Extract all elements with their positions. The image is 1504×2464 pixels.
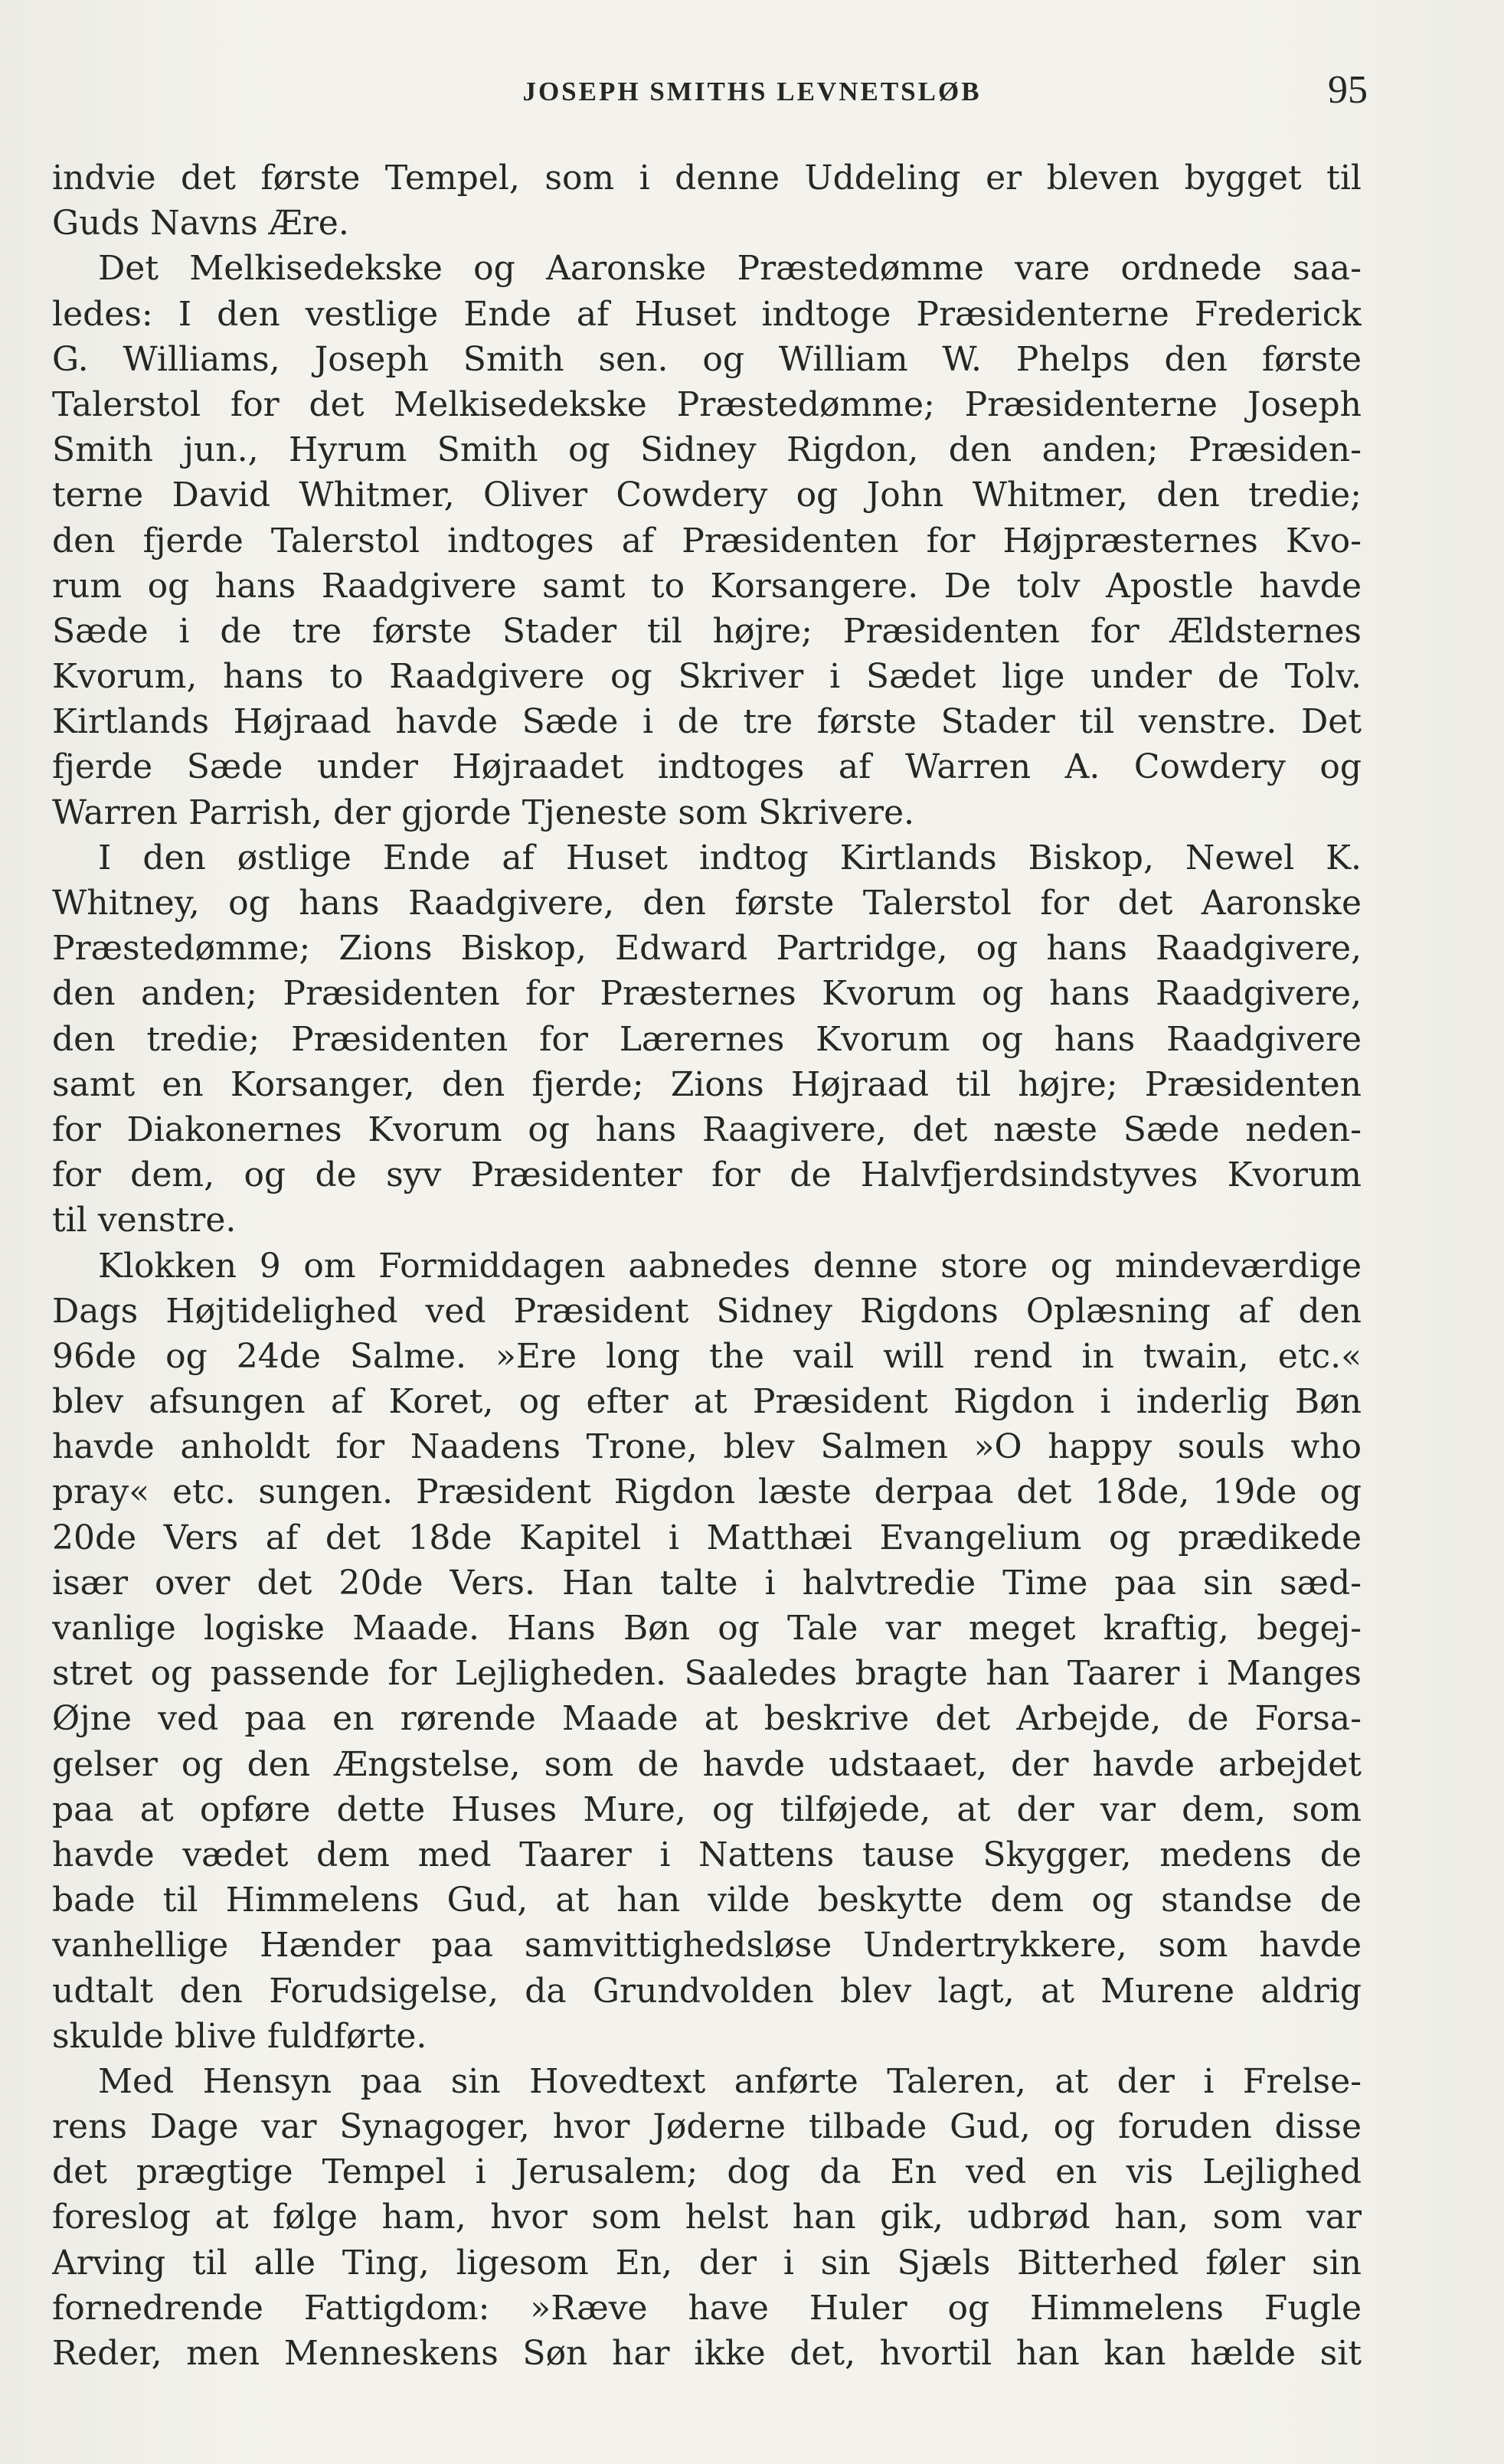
text-line: den tredie; Præsidenten for Lærernes Kvorum og hans Raadgivere bbox=[52, 1019, 1362, 1059]
text-line: foreslog at følge ham, hvor som helst han gik, udbrød han, som var bbox=[52, 2198, 1362, 2237]
text-line: terne David Whitmer, Oliver Cowdery og John Whitmer, den tredie; bbox=[52, 475, 1362, 515]
text-line: gelser og den Ængstelse, som de havde udstaaet, der havde arbejdet bbox=[52, 1744, 1362, 1784]
text-line: Klokken 9 om Formiddagen aabnedes denne store og mindeværdige bbox=[98, 1246, 1362, 1286]
text-line: havde vædet dem med Taarer i Nattens tause Skygger, medens de bbox=[52, 1835, 1362, 1874]
text-line: Guds Navns Ære. bbox=[52, 204, 349, 243]
text-line: Kirtlands Højraad havde Sæde i de tre første Stader til venstre. Det bbox=[52, 702, 1362, 742]
text-line: skulde blive fuldførte. bbox=[52, 2016, 427, 2056]
text-line: fornedrende Fattigdom: »Ræve have Huler og Himmelens Fugle bbox=[52, 2288, 1362, 2328]
text-line: Smith jun., Hyrum Smith og Sidney Rigdon, den anden; Præsiden- bbox=[52, 430, 1362, 470]
text-line: paa at opføre dette Huses Mure, og tilføjede, at der var dem, som bbox=[52, 1789, 1362, 1829]
text-line: vanhellige Hænder paa samvittighedsløse Undertrykkere, som havde bbox=[52, 1926, 1362, 1966]
text-line: Warren Parrish, der gjorde Tjeneste som Skrivere. bbox=[52, 792, 915, 832]
text-line: Præstedømme; Zions Biskop, Edward Partridge, og hans Raadgivere, bbox=[52, 929, 1362, 969]
text-line: samt en Korsanger, den fjerde; Zions Højraad til højre; Præsidenten bbox=[52, 1064, 1362, 1104]
text-line: Kvorum, hans to Raadgivere og Skriver i Sædet lige under de Tolv. bbox=[52, 657, 1362, 697]
text-line: Øjne ved paa en rørende Maade at beskrive det Arbejde, de Forsa- bbox=[52, 1699, 1362, 1739]
text-line: G. Williams, Joseph Smith sen. og William W. Phelps den første bbox=[52, 339, 1362, 379]
text-line: rum og hans Raadgivere samt to Korsangere. De tolv Apostle havde bbox=[52, 566, 1362, 606]
text-line: især over det 20de Vers. Han talte i halvtredie Time paa sin sæd- bbox=[52, 1563, 1362, 1603]
text-line: indvie det første Tempel, som i denne Uddeling er bleven bygget til bbox=[52, 158, 1362, 198]
text-line: stret og passende for Lejligheden. Saaledes bragte han Taarer i Manges bbox=[52, 1654, 1362, 1694]
text-line: Talerstol for det Melkisedekske Præstedømme; Præsidenterne Joseph bbox=[52, 384, 1362, 424]
text-line: Sæde i de tre første Stader til højre; Præsidenten for Ældsternes bbox=[52, 611, 1362, 651]
text-line: ledes: I den vestlige Ende af Huset indtoge Præsidenterne Frederick bbox=[52, 294, 1362, 334]
text-line: den fjerde Talerstol indtoges af Præsidenten for Højpræsternes Kvo- bbox=[52, 521, 1362, 560]
text-line: den anden; Præsidenten for Præsternes Kvorum og hans Raadgivere, bbox=[52, 974, 1362, 1014]
text-line: Dags Højtidelighed ved Præsident Sidney Rigdons Oplæsning af den bbox=[52, 1291, 1362, 1331]
text-line: I den østlige Ende af Huset indtog Kirtlands Biskop, Newel K. bbox=[98, 838, 1362, 877]
text-line: vanlige logiske Maade. Hans Bøn og Tale var meget kraftig, begej- bbox=[52, 1609, 1362, 1648]
text-line: Med Hensyn paa sin Hovedtext anførte Taleren, at der i Frelse- bbox=[98, 2061, 1362, 2101]
text-line: for Diakonernes Kvorum og hans Raagivere, det næste Sæde neden- bbox=[52, 1109, 1362, 1149]
text-line: Det Melkisedekske og Aaronske Præstedømme vare ordnede saa- bbox=[98, 249, 1362, 289]
text-line: bade til Himmelens Gud, at han vilde beskytte dem og standse de bbox=[52, 1881, 1362, 1920]
running-head bbox=[0, 67, 1504, 113]
text-line: blev afsungen af Koret, og efter at Præsident Rigdon i inderlig Bøn bbox=[52, 1382, 1362, 1422]
running-title: JOSEPH SMITHS LEVNETSLØB bbox=[522, 77, 982, 106]
text-line: til venstre. bbox=[52, 1201, 237, 1240]
text-line: Arving til alle Ting, ligesom En, der i sin Sjæls Bitterhed føler sin bbox=[52, 2243, 1362, 2283]
page-number: 95 bbox=[1328, 68, 1368, 112]
text-line: pray« etc. sungen. Præsident Rigdon læste derpaa det 18de, 19de og bbox=[52, 1472, 1362, 1512]
text-line: Whitney, og hans Raadgivere, den første Talerstol for det Aaronske bbox=[52, 884, 1362, 923]
text-line: det prægtige Tempel i Jerusalem; dog da En ved en vis Lejlighed bbox=[52, 2152, 1362, 2192]
text-line: rens Dage var Synagoger, hvor Jøderne tilbade Gud, og foruden disse bbox=[52, 2107, 1362, 2147]
text-line: 96de og 24de Salme. »Ere long the vail will rend in twain, etc.« bbox=[52, 1336, 1362, 1376]
text-line: Reder, men Menneskens Søn har ikke det, hvortil han kan hælde sit bbox=[52, 2334, 1362, 2373]
text-line: for dem, og de syv Præsidenter for de Halvfjerdsindstyves Kvorum bbox=[52, 1155, 1362, 1195]
text-line: fjerde Sæde under Højraadet indtoges af Warren A. Cowdery og bbox=[52, 747, 1362, 787]
text-line: 20de Vers af det 18de Kapitel i Matthæi Evangelium og prædikede bbox=[52, 1518, 1362, 1557]
text-line: udtalt den Forudsigelse, da Grundvolden blev lagt, at Murene aldrig bbox=[52, 1971, 1362, 2011]
body-text bbox=[52, 155, 1362, 2376]
text-line: havde anholdt for Naadens Trone, blev Salmen »O happy souls who bbox=[52, 1427, 1362, 1467]
